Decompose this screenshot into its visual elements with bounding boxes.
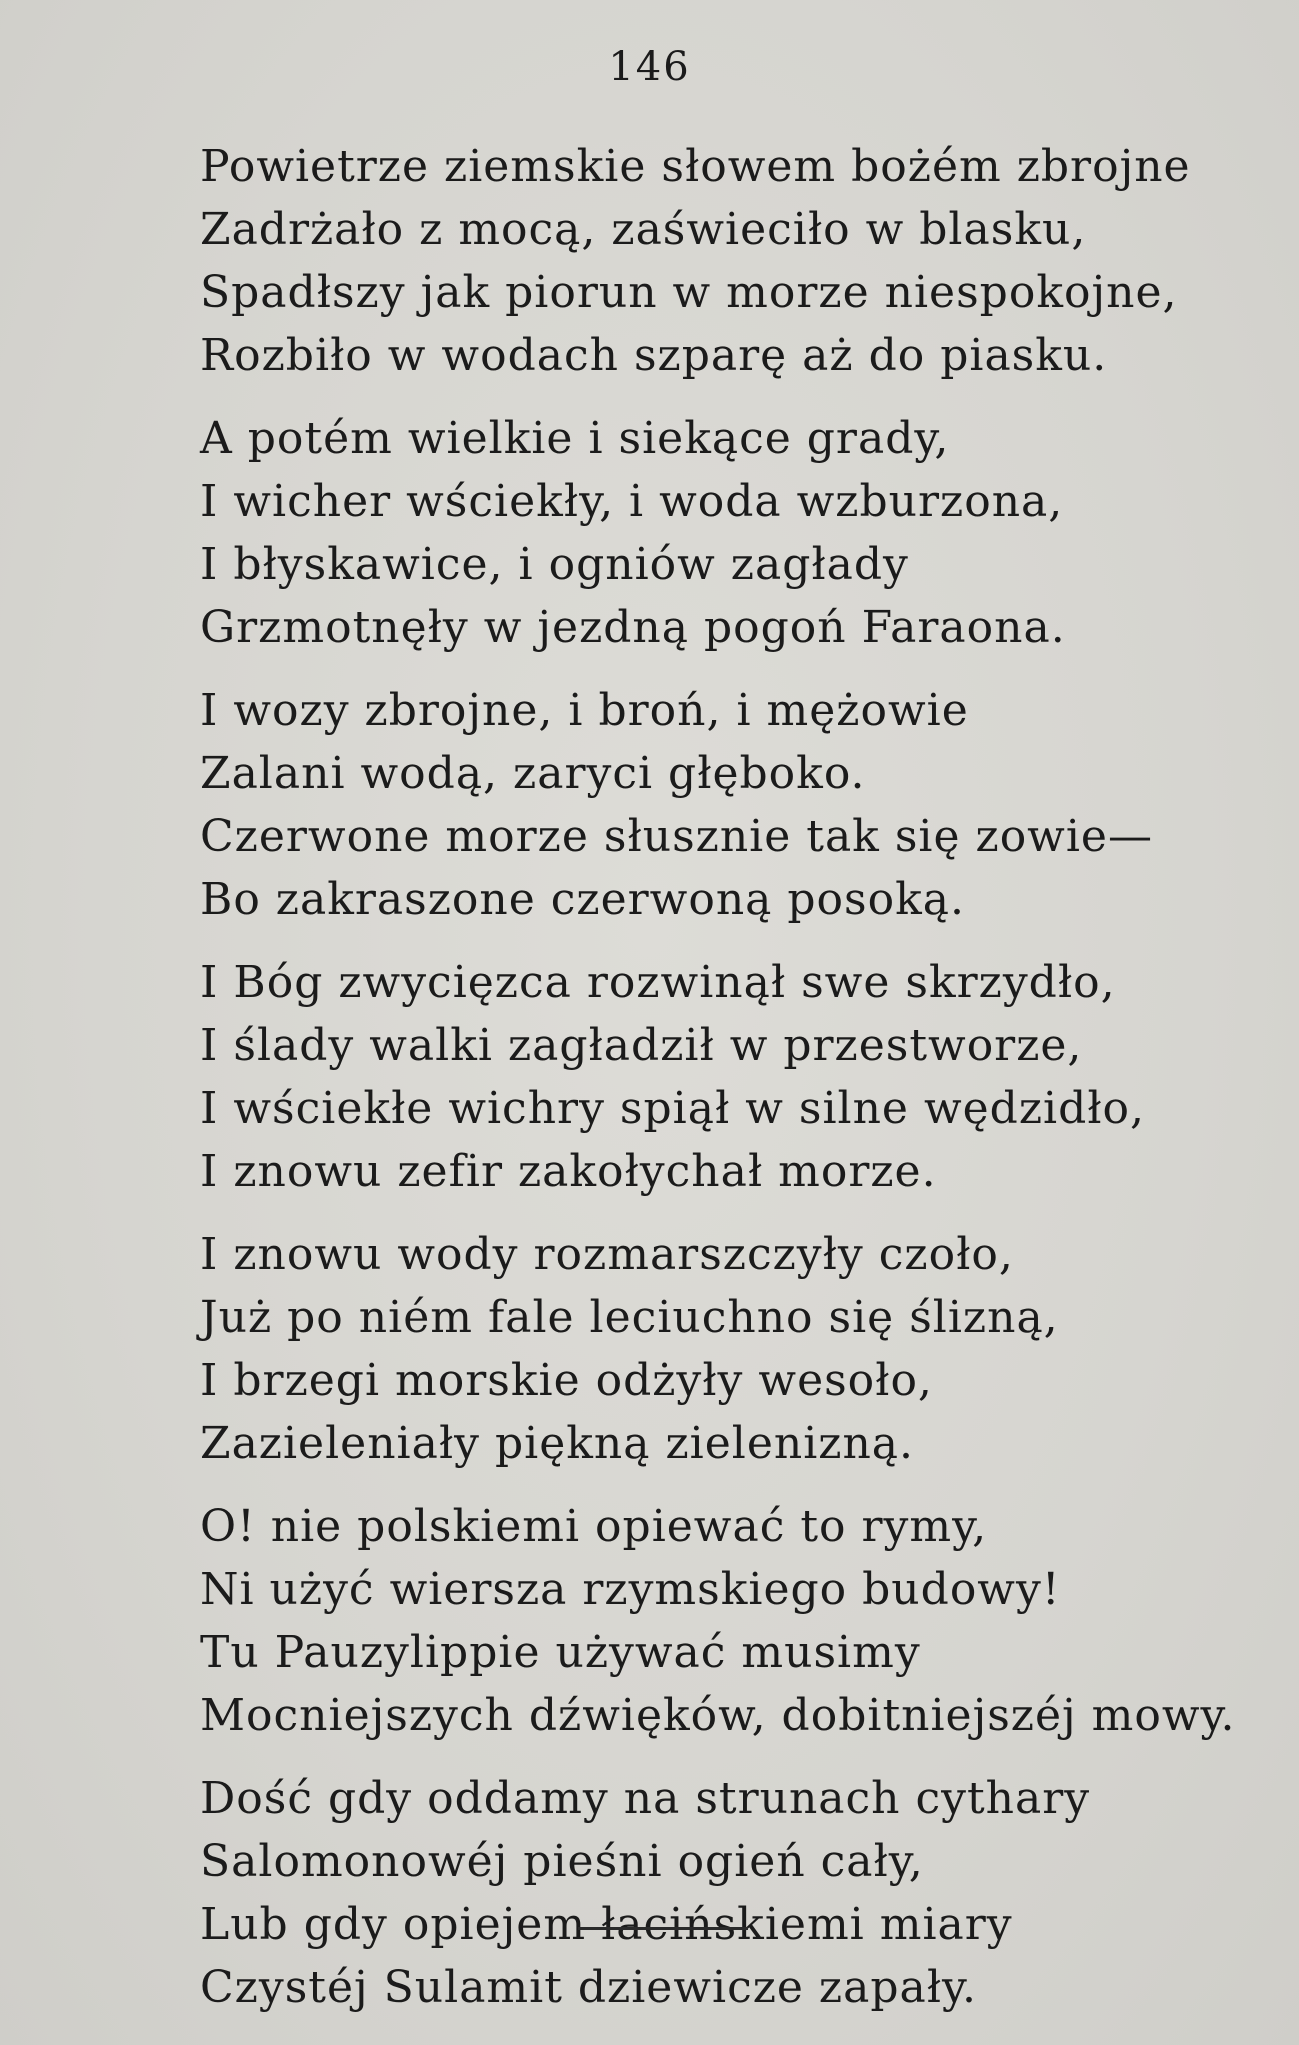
poem-line: Bo zakraszone czerwoną posoką.: [200, 874, 965, 925]
poem-line: I brzegi morskie odżyły wesoło,: [200, 1355, 933, 1406]
stanza: [200, 951, 1280, 1203]
poem: [200, 135, 1280, 2039]
poem-line: I błyskawice, i ogniów zagłady: [200, 539, 909, 590]
stanza: [200, 135, 1280, 387]
poem-line: I znowu wody rozmarszczyły czoło,: [200, 1229, 1014, 1280]
poem-line: Zazieleniały piękną zielenizną.: [200, 1418, 915, 1469]
poem-line: I wozy zbrojne, i broń, i mężowie: [200, 685, 969, 736]
page-number: 146: [608, 44, 691, 90]
poem-line: Dość gdy oddamy na strunach cythary: [200, 1773, 1091, 1824]
poem-line: Rozbiło w wodach szparę aż do piasku.: [200, 330, 1108, 381]
stanza: [200, 679, 1280, 931]
poem-line: Powietrze ziemskie słowem bożém zbrojne: [200, 141, 1191, 192]
poem-line: Spadłszy jak piorun w morze niespokojne,: [200, 267, 1178, 318]
stanza: [200, 407, 1280, 659]
poem-line: Zalani wodą, zaryci głęboko.: [200, 748, 866, 799]
poem-line: Grzmotnęły w jezdną pogoń Faraona.: [200, 602, 1066, 653]
poem-line: O! nie polskiemi opiewać to rymy,: [200, 1501, 988, 1552]
poem-line: I Bóg zwycięzca rozwinął swe skrzydło,: [200, 957, 1116, 1008]
poem-line: Lub gdy opiejem łacińskiemi miary: [200, 1899, 1013, 1950]
poem-line: I wściekłe wichry spiął w silne wędzidło,: [200, 1083, 1145, 1134]
poem-line: I ślady walki zagładził w przestworze,: [200, 1020, 1083, 1071]
stanza: [200, 1223, 1280, 1475]
stanza: [200, 1767, 1280, 2019]
stanza: [200, 1495, 1280, 1747]
poem-line: Salomonowéj pieśni ogień cały,: [200, 1836, 924, 1887]
poem-line: Ni użyć wiersza rzymskiego budowy!: [200, 1564, 1061, 1615]
poem-line: A potém wielkie i siekące grady,: [200, 413, 950, 464]
poem-line: Czystéj Sulamit dziewicze zapały.: [200, 1962, 978, 2013]
poem-line: Tu Pauzylippie używać musimy: [200, 1627, 921, 1678]
poem-line: Już po niém fale leciuchno się ślizną,: [200, 1292, 1059, 1343]
poem-line: Zadrżało z mocą, zaświeciło w blasku,: [200, 204, 1087, 255]
poem-line: Czerwone morze słusznie tak się zowie—: [200, 811, 1153, 862]
poem-line: Mocniejszych dźwięków, dobitniejszéj mowy.: [200, 1690, 1236, 1741]
end-rule-divider: [578, 1927, 748, 1930]
poem-line: I znowu zefir zakołychał morze.: [200, 1146, 937, 1197]
poem-line: I wicher wściekły, i woda wzburzona,: [200, 476, 1064, 527]
